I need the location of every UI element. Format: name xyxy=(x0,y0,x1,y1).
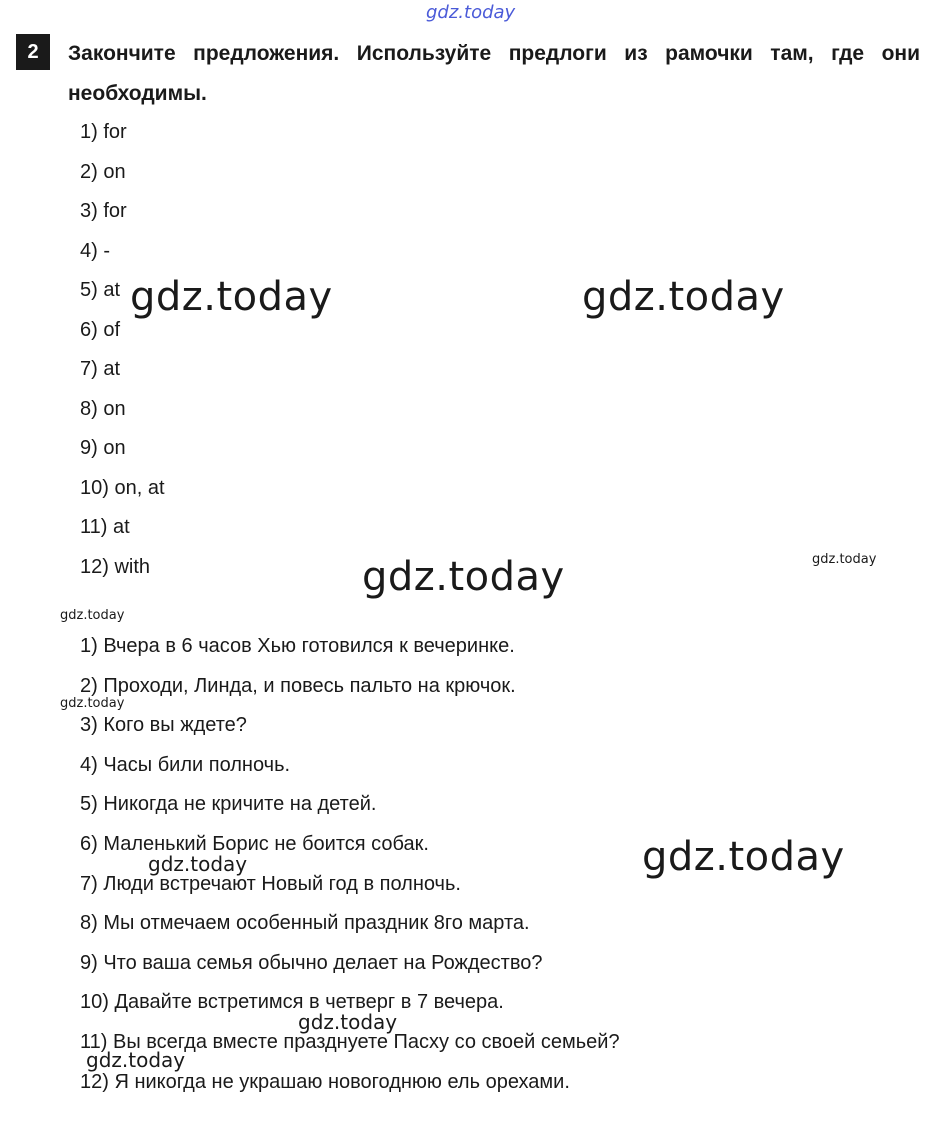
translation-item: 7) Люди встречают Новый год в полночь. xyxy=(80,872,461,895)
header-watermark: gdz.today xyxy=(426,2,516,23)
translation-item: 1) Вчера в 6 часов Хью готовился к вечеринке. xyxy=(80,635,515,657)
watermark: gdz.today xyxy=(60,696,125,711)
answer-item: 12) with xyxy=(80,555,151,578)
answer-item: 5) at xyxy=(80,279,121,301)
answers-list xyxy=(80,112,165,586)
translation-item: 10) Давайте встретимся в четверг в 7 вечера. xyxy=(80,991,504,1014)
translation-item: 5) Никогда не кричите на детей. xyxy=(80,793,377,816)
watermark: gdz.today xyxy=(60,608,125,623)
task-number-badge: 2 xyxy=(16,34,50,70)
answer-item: 8) on xyxy=(80,397,126,420)
translation-item: 9) Что ваша семья обычно делает на Рождество? xyxy=(80,951,543,974)
translation-item: 3) Кого вы ждете? xyxy=(80,714,247,737)
answer-item: 9) on xyxy=(80,437,126,459)
translation-item: 12) Я никогда не украшаю новогоднюю ель орехами. xyxy=(80,1070,570,1093)
translation-item: 4) Часы били полночь. xyxy=(80,753,291,776)
answer-item: 3) for xyxy=(80,200,127,222)
task-instruction: Закончите предложения. Используйте предлоги из рамочки там, где они необходимы. xyxy=(68,42,920,105)
answer-item: 10) on, at xyxy=(80,476,165,499)
translation-item: 6) Маленький Борис не боится собак. xyxy=(80,832,429,855)
translation-item: 11) Вы всегда вместе празднуете Пасху со своей семьей? xyxy=(80,1030,620,1053)
answer-item: 7) at xyxy=(80,358,121,380)
watermark: gdz.today xyxy=(298,1010,398,1034)
watermark: gdz.today xyxy=(148,852,248,876)
watermark: gdz.today xyxy=(642,834,845,880)
answer-item: 2) on xyxy=(80,160,126,183)
answer-item: 11) at xyxy=(80,516,130,538)
answer-item: 4) - xyxy=(80,239,110,262)
watermark: gdz.today xyxy=(130,274,333,320)
translation-item: 2) Проходи, Линда, и повесь пальто на крючок. xyxy=(80,674,516,697)
watermark: gdz.today xyxy=(362,554,565,600)
watermark: gdz.today xyxy=(812,552,877,567)
watermark: gdz.today xyxy=(582,274,785,320)
answer-item: 6) of xyxy=(80,318,121,341)
answer-item: 1) for xyxy=(80,121,127,143)
translation-item: 8) Мы отмечаем особенный праздник 8го марта. xyxy=(80,912,530,935)
watermark: gdz.today xyxy=(86,1048,186,1072)
